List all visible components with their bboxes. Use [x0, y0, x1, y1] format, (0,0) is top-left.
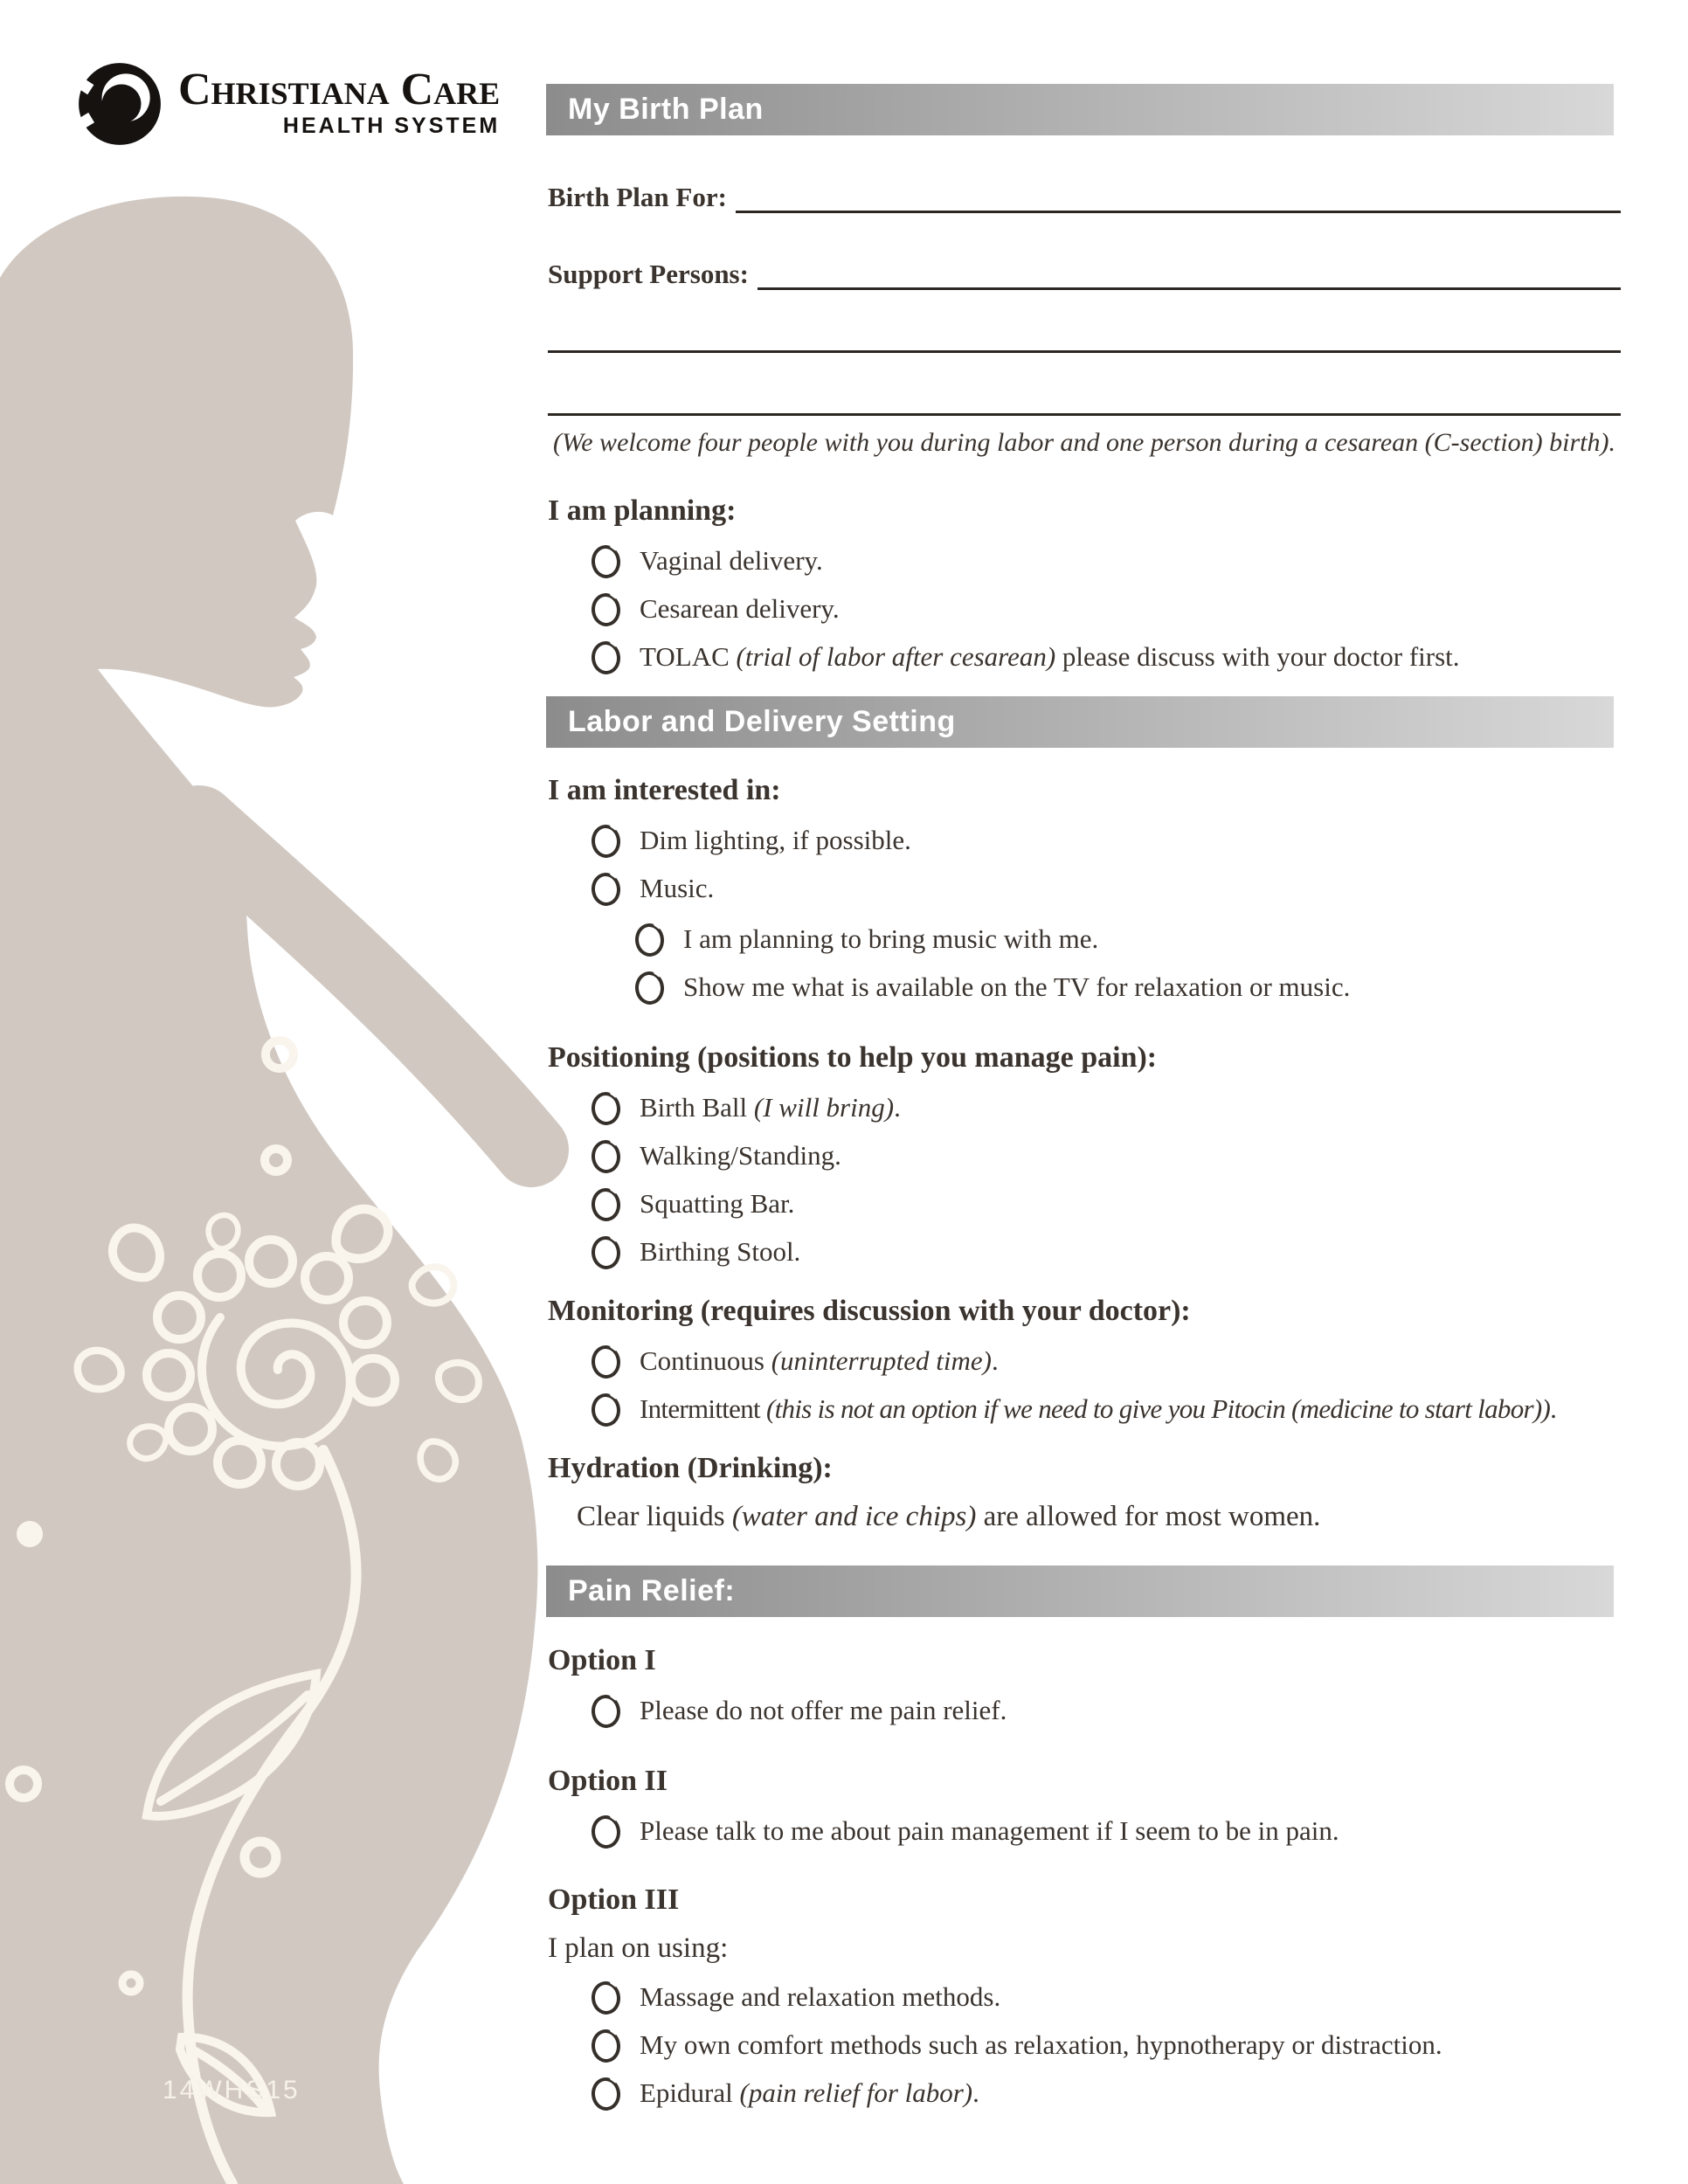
option-label: Birth Ball (I will bring).: [640, 1092, 901, 1123]
interested-heading: I am interested in:: [548, 774, 781, 806]
option-label: Intermittent (this is not an option if we need to give you Pitocin (medicine to start labor)).: [640, 1393, 1557, 1424]
option-label: I am planning to bring music with me.: [683, 923, 1099, 954]
option3-heading: Option III: [548, 1883, 680, 1916]
option-label: TOLAC (trial of labor after cesarean) please discuss with your doctor first.: [640, 641, 1460, 672]
option1-heading: Option I: [548, 1644, 656, 1676]
radio-option-tolac[interactable]: [591, 639, 1460, 674]
option-label: Cesarean delivery.: [640, 593, 840, 624]
radio-circle-icon[interactable]: [590, 1814, 621, 1850]
radio-circle-icon[interactable]: [633, 971, 665, 1006]
option-label: Vaginal delivery.: [640, 545, 823, 576]
radio-option-epidural[interactable]: [591, 2076, 979, 2111]
option-label: My own comfort methods such as relaxation, hypnotherapy or distraction.: [640, 2029, 1442, 2060]
hydration-text: Clear liquids (water and ice chips) are allowed for most women.: [577, 1501, 1321, 1532]
option-label: Show me what is available on the TV for relaxation or music.: [683, 971, 1351, 1002]
radio-circle-icon[interactable]: [633, 923, 665, 958]
radio-circle-icon[interactable]: [590, 1235, 621, 1271]
welcome-note: (We welcome four people with you during labor and one person during a cesarean (C-section) birth).: [553, 428, 1615, 457]
radio-circle-icon[interactable]: [590, 1344, 621, 1380]
radio-circle-icon[interactable]: [590, 1187, 621, 1223]
option-label: Walking/Standing.: [640, 1140, 841, 1171]
christiana-care-logo-icon: [75, 59, 164, 149]
support-persons-input-line[interactable]: [758, 252, 1621, 290]
silhouette-body: [0, 197, 537, 2184]
section-header-pain-relief: Pain Relief:: [546, 1565, 1614, 1617]
christiana-care-logo: [75, 59, 500, 149]
radio-option-cesarean-delivery[interactable]: [591, 591, 840, 626]
radio-option-birth-ball[interactable]: [591, 1090, 901, 1125]
radio-circle-icon[interactable]: [590, 544, 621, 580]
radio-circle-icon[interactable]: [590, 1694, 621, 1730]
field-support-persons: [548, 252, 1621, 290]
radio-circle-icon[interactable]: [590, 1980, 621, 2016]
radio-option-no-pain-relief[interactable]: [591, 1693, 1007, 1728]
support-persons-label: Support Persons:: [548, 259, 749, 289]
form-code: 14WHS15: [163, 2076, 301, 2105]
radio-option-vaginal-delivery[interactable]: [591, 543, 823, 578]
radio-option-squatting-bar[interactable]: [591, 1186, 794, 1221]
option-label: Music.: [640, 873, 715, 903]
option-label: Please talk to me about pain management if I seem to be in pain.: [640, 1815, 1339, 1846]
logo-name: Christiana Care: [178, 65, 501, 114]
radio-circle-icon[interactable]: [590, 1139, 621, 1175]
support-persons-extra-line-1[interactable]: [548, 350, 1621, 353]
birth-plan-for-label: Birth Plan For:: [548, 182, 727, 212]
radio-option-own-comfort-methods[interactable]: [591, 2028, 1442, 2063]
radio-option-massage-relaxation[interactable]: [591, 1980, 1000, 2015]
logo-wordmark: [178, 59, 500, 139]
radio-circle-icon[interactable]: [590, 2077, 621, 2112]
option2-heading: Option II: [548, 1765, 668, 1797]
birth-plan-for-input-line[interactable]: [736, 176, 1621, 213]
monitoring-heading: Monitoring (requires discussion with your doctor):: [548, 1295, 1191, 1327]
radio-option-intermittent-monitoring[interactable]: [591, 1392, 1556, 1427]
option-label: Massage and relaxation methods.: [640, 1981, 1001, 2012]
logo-subtitle: HEALTH SYSTEM: [282, 114, 501, 138]
radio-option-birthing-stool[interactable]: [591, 1234, 800, 1269]
section-header-labor-delivery-setting: Labor and Delivery Setting: [546, 696, 1614, 748]
radio-circle-icon[interactable]: [590, 1091, 621, 1127]
radio-circle-icon[interactable]: [590, 2028, 621, 2064]
field-birth-plan-for: [548, 175, 1621, 213]
support-persons-extra-line-2[interactable]: [548, 413, 1621, 416]
radio-circle-icon[interactable]: [590, 872, 621, 908]
option-label: Birthing Stool.: [640, 1236, 801, 1267]
radio-option-walking-standing[interactable]: [591, 1138, 841, 1173]
radio-option-talk-pain-management[interactable]: [591, 1814, 1339, 1849]
radio-option-continuous-monitoring[interactable]: [591, 1344, 999, 1379]
radio-circle-icon[interactable]: [590, 592, 621, 628]
radio-option-tv-music[interactable]: [635, 970, 1350, 1005]
radio-circle-icon[interactable]: [590, 824, 621, 860]
positioning-heading: Positioning (positions to help you manage pain):: [548, 1041, 1158, 1074]
radio-circle-icon[interactable]: [590, 640, 621, 676]
plan-using-label: I plan on using:: [548, 1932, 729, 1964]
planning-heading: I am planning:: [548, 494, 737, 527]
section-header-my-birth-plan: My Birth Plan: [546, 84, 1614, 135]
radio-option-dim-lighting[interactable]: [591, 823, 911, 858]
hydration-heading: Hydration (Drinking):: [548, 1452, 833, 1484]
option-label: Dim lighting, if possible.: [640, 825, 911, 855]
option-label: Squatting Bar.: [640, 1188, 795, 1219]
radio-option-music[interactable]: [591, 871, 714, 906]
radio-circle-icon[interactable]: [590, 1393, 621, 1428]
radio-option-bring-music[interactable]: [635, 922, 1098, 957]
option-label: Please do not offer me pain relief.: [640, 1695, 1007, 1725]
option-label: Epidural (pain relief for labor).: [640, 2077, 979, 2108]
option-label: Continuous (uninterrupted time).: [640, 1345, 999, 1376]
